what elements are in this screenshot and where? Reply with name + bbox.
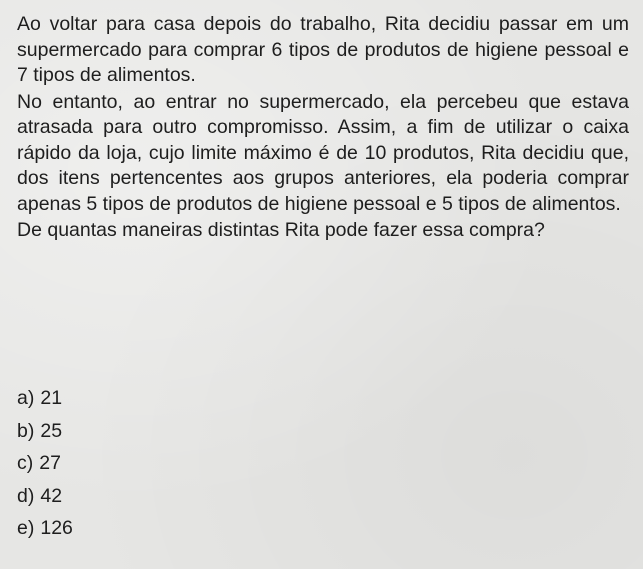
- option-value: 27: [39, 452, 61, 474]
- option-letter: a): [17, 387, 35, 409]
- answer-options: [17, 382, 73, 545]
- option-letter: e): [17, 517, 35, 539]
- option-d[interactable]: [17, 480, 73, 513]
- question-text: [17, 12, 629, 244]
- option-value: 42: [40, 484, 63, 507]
- question-paragraph-1: Ao voltar para casa depois do trabalho, Rita decidiu passar em um supermercado para comprar 6 tipos de produtos de higiene pessoal e 7 tipos de alimentos.: [17, 13, 629, 86]
- question-paragraph-2: No entanto, ao entrar no supermercado, ela percebeu que estava atrasada para outro compromisso. Assim, a fim de utilizar o caixa rápido da loja, cujo limite máximo é de 10 produtos, Rita decidiu que, dos itens pertencentes aos grupos anteriores, ela poderia comprar apenas 5 tipos de produtos de higiene pessoal e 5 tipos de alimentos.: [17, 90, 629, 215]
- option-e[interactable]: [17, 512, 73, 545]
- option-value: 21: [40, 387, 63, 409]
- option-a[interactable]: [17, 382, 73, 415]
- question-paragraph-3: De quantas maneiras distintas Rita pode fazer essa compra?: [17, 219, 545, 241]
- option-value: 126: [40, 517, 73, 539]
- option-letter: c): [17, 452, 34, 474]
- option-value: 25: [40, 419, 63, 442]
- option-b[interactable]: [17, 415, 73, 448]
- option-c[interactable]: [17, 447, 73, 480]
- option-letter: b): [17, 419, 35, 442]
- option-letter: d): [17, 484, 35, 507]
